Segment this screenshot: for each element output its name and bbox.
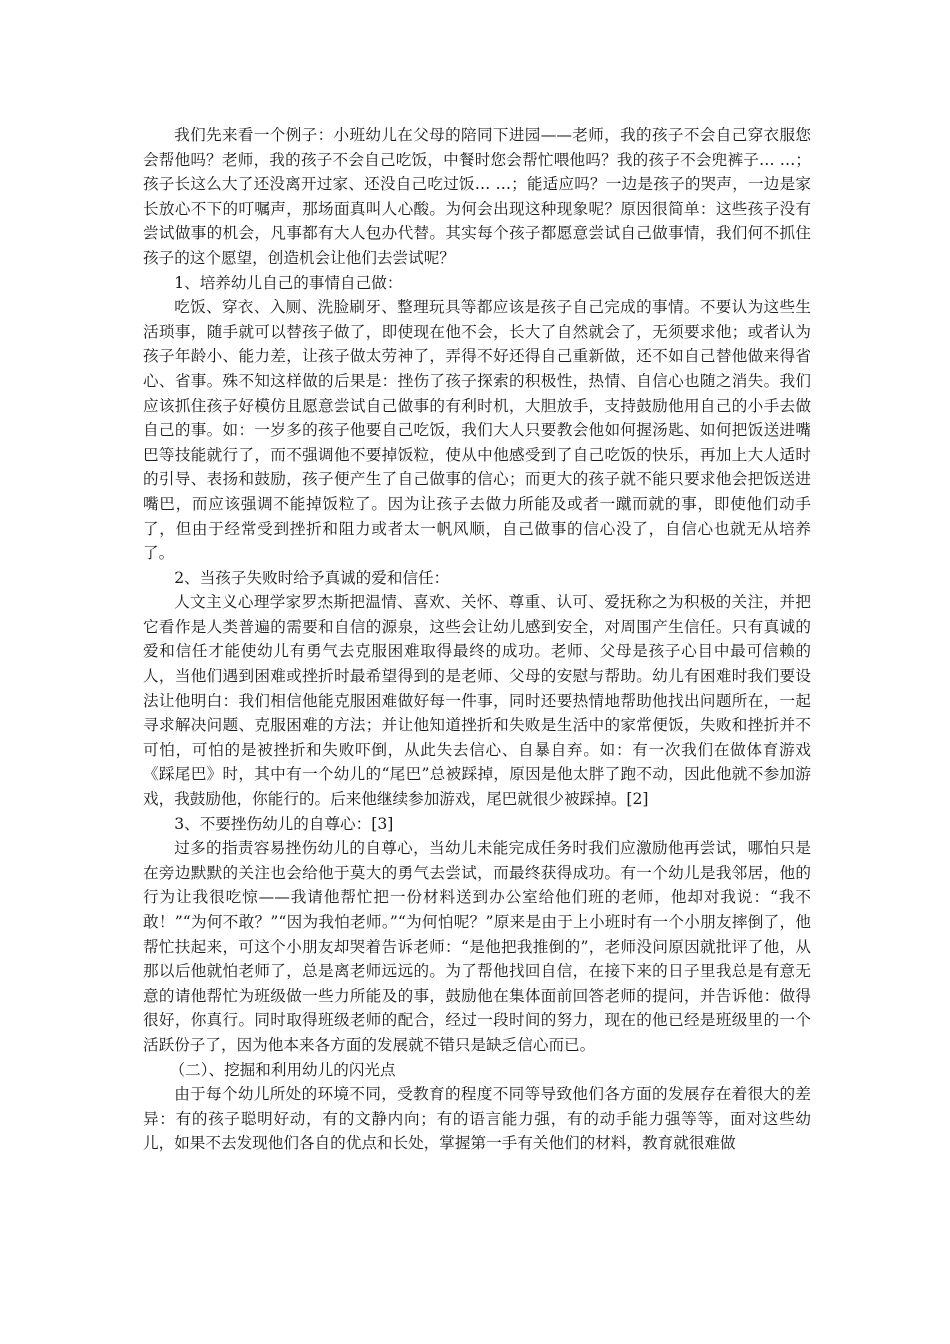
document-body (143, 123, 811, 1156)
body-paragraph-1: 吃饭、穿衣、入厕、洗脸刷牙、整理玩具等都应该是孩子自己完成的事情。不要认为这些生活琐事，随手就可以替孩子做了，即使现在他不会，长大了自然就会了，无须要求他；或者认为孩子年龄小、能力差，让孩子做太劳神了，弄得不好还得自己重新做，还不如自己替他做来得省心、省事。殊不知这样做的后果是：挫伤了孩子探索的积极性，热情、自信心也随之消失。我们应该抓住孩子好模仿且愿意尝试自己做事的有利时机，大胆放手，支持鼓励他用自己的小手去做自己的事。如：一岁多的孩子他要自己吃饭，我们大人只要教会他如何握汤匙、如何把饭送进嘴巴等技能就行了，而不强调他不要掉饭粒，使从中他感受到了自己吃饭的快乐，再加上大人适时的引导、表扬和鼓励，孩子便产生了自己做事的信心；而更大的孩子就不能只要求他会把饭送进嘴巴，而应该强调不能掉饭粒了。因为让孩子去做力所能及或者一蹴而就的事，即使他们动手了，但由于经常受到挫折和阻力或者太一帆风顺，自己做事的信心没了，自信心也就无从培养了。 (143, 298, 811, 563)
intro-paragraph: 我们先来看一个例子：小班幼儿在父母的陪同下进园——老师，我的孩子不会自己穿衣服您会帮他吗？老师，我的孩子不会自己吃饭，中餐时您会帮忙喂他吗？我的孩子不会兜裤子… …；孩子长这么大了还没离开过家、还没自己吃过饭… …；能适应吗？一边是孩子的哭声，一边是家长放心不下的叮嘱声，那场面真叫人心酸。为何会出现这种现象呢？原因很简单：这些孩子没有尝试做事的机会，凡事都有大人包办代替。其实每个孩子都愿意尝试自己做事情，我们何不抓住孩子的这个愿望，创造机会让他们去尝试呢？ (143, 126, 811, 267)
body-paragraph-2: 人文主义心理学家罗杰斯把温情、喜欢、关怀、尊重、认可、爱抚称之为积极的关注，并把它看作是人类普遍的需要和自信的源泉，这些会让幼儿感到安全，对周围产生信任。只有真诚的爱和信任才能使幼儿有勇气去克服困难取得最终的成功。老师、父母是孩子心目中最可信赖的人，当他们遇到困难或挫折时最希望得到的是老师、父母的安慰与帮助。幼儿有困难时我们要设法让他明白：我们相信他能克服困难做好每一件事，同时还要热情地帮助他找出问题所在，一起寻求解决问题、克服困难的方法；并让他知道挫折和失败是生活中的家常便饭，失败和挫折并不可怕，可怕的是被挫折和失败吓倒，从此失去信心、自暴自弃。如：有一次我们在做体育游戏《踩尾巴》时，其中有一个幼儿的“尾巴”总被踩掉，原因是他太胖了跑不动，因此他就不参加游戏，我鼓励他，你能行的。后来他继续参加游戏，尾巴就很少被踩掉。[2] (143, 593, 811, 809)
body-paragraph-3: 过多的指责容易挫伤幼儿的自尊心，当幼儿未能完成任务时我们应激励他再尝试，哪怕只是在旁边默默的关注也会给他于莫大的勇气去尝试，而最终获得成功。有一个幼儿是我邻居，他的行为让我很吃惊——我请他帮忙把一份材料送到办公室给他们班的老师，他却对我说：“我不敢！”“为何不敢？”“因为我怕老师。”“为何怕呢？”原来是由于上小班时有一个小朋友摔倒了，他帮忙扶起来，可这个小朋友却哭着告诉老师：“是他把我推倒的”，老师没问原因就批评了他，从那以后他就怕老师了，总是离老师远远的。为了帮他找回自信，在接下来的日子里我总是有意无意的请他帮忙为班级做一些力所能及的事，鼓励他在集体面前回答老师的提问，并告诉他：做得很好，你真行。同时取得班级老师的配合，经过一段时间的努力，现在的他已经是班级里的一个活跃份子了，因为他本来各方面的发展就不错只是缺乏信心而已。 (143, 839, 811, 1054)
section-heading-part-2: （二）、挖掘和利用幼儿的闪光点 (169, 1060, 396, 1079)
section-heading-2: 2、当孩子失败时给予真诚的爱和信任： (174, 568, 450, 587)
section-heading-1: 1、培养幼儿自己的事情自己做： (174, 273, 403, 292)
body-paragraph-4: 由于每个幼儿所处的环境不同，受教育的程度不同等导致他们各方面的发展存在着很大的差异：有的孩子聪明好动，有的文静内向；有的语言能力强，有的动手能力强等等，面对这些幼儿，如果不去发现他们各自的优点和长处，掌握第一手有关他们的材料，教育就很难做 (143, 1085, 811, 1153)
section-heading-3: 3、不要挫伤幼儿的自尊心：[3] (174, 814, 394, 833)
